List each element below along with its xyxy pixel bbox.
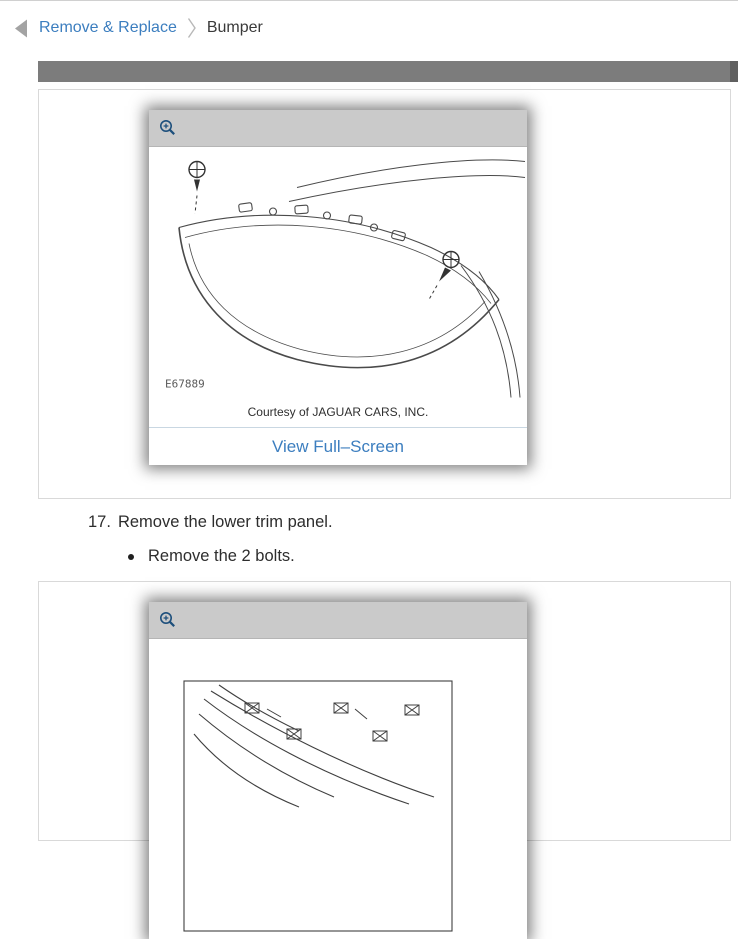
figure-lower-trim [149,602,527,939]
figure-code: E67889 [165,377,205,391]
figure-toolbar [149,602,527,639]
horizontal-scrollbar[interactable] [38,61,738,82]
figure-toolbar [149,110,527,147]
back-arrow-icon[interactable] [14,19,29,38]
breadcrumb-current-bumper: Bumper [206,19,263,36]
step-number: 17. [88,513,111,531]
trim-panel-diagram [149,147,527,400]
content-panel-2 [38,581,731,841]
breadcrumb [14,17,263,39]
figure-caption: Courtesy of JAGUAR CARS, INC. [247,405,429,419]
bullet-dot [128,554,134,560]
zoom-in-icon[interactable] [159,611,177,629]
view-fullscreen-link[interactable]: View Full–Screen [272,436,404,456]
step-17 [88,513,333,532]
figure-trim-panel [149,110,527,465]
figure-link-row [149,427,527,465]
content-panel-1 [38,89,731,499]
zoom-in-icon[interactable] [159,119,177,137]
breadcrumb-link-remove-replace[interactable]: Remove & Replace [39,19,177,36]
chevron-right-icon [187,17,197,39]
bullet-text: Remove the 2 bolts. [148,547,295,565]
step-text: Remove the lower trim panel. [117,513,333,531]
lower-trim-diagram [149,639,527,939]
step-17-bullet [128,547,295,566]
